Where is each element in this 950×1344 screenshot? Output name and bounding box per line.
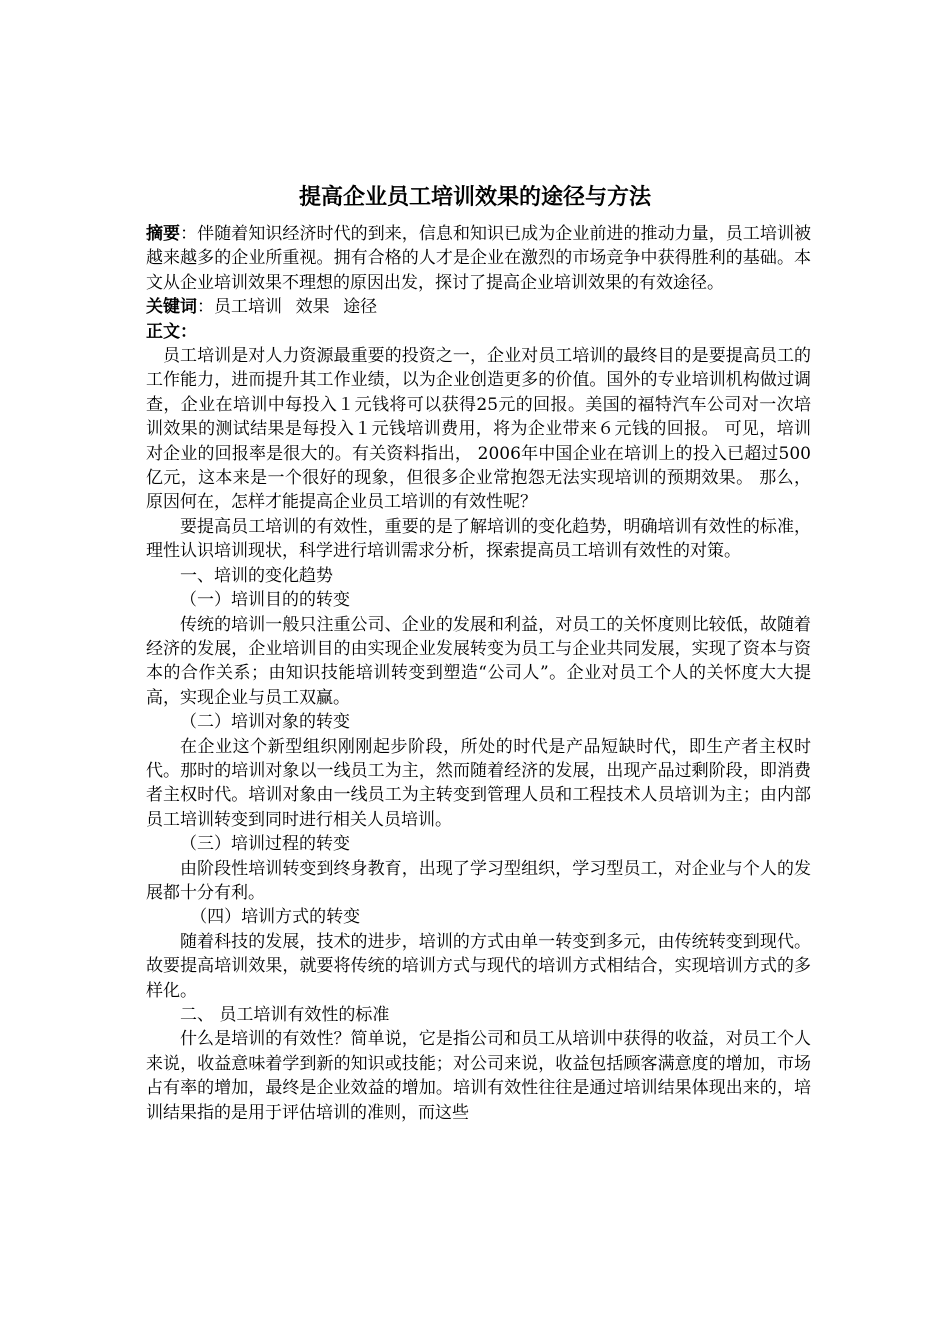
- subsection-heading: （四）培训方式的转变: [190, 907, 361, 928]
- abstract-text: ：伴随着知识经济时代的到来，信息和知识已成为企业前进的推动力量，员工培训被越来越多的企业所重视。拥有合格的人才是企业在激烈的市场竞争中获得胜利的基础。本文从企业培训效果不理想的原因出发，探讨了提高企业培训效果的有效途径。: [146, 224, 812, 293]
- paragraph: 在企业这个新型组织刚刚起步阶段，所处的时代是产品短缺时代，即生产者主权时代。那时的培训对象以一线员工为主，然而随着经济的发展，出现产品过剩阶段，即消费者主权时代。培训对象由一线员工为主转变到管理人员和工程技术人员培训为主；由内部员工培训转变到同时进行相关人员培训。: [146, 736, 811, 830]
- subsection-heading: （一）培训目的的转变: [180, 590, 350, 611]
- abstract-label: 摘要: [146, 224, 181, 244]
- section-heading: 一、培训的变化趋势: [180, 565, 333, 586]
- keywords-label: 关键词: [146, 297, 197, 318]
- paragraph: 要提高员工培训的有效性，重要的是了解培训的变化趋势，明确培训有效性的标准，理性认识培训现状，科学进行培训需求分析，探索提高员工培训有效性的对策。: [146, 516, 811, 562]
- keywords: [146, 295, 811, 319]
- keyword: 效果: [295, 297, 330, 318]
- subsection-heading: （二）培训对象的转变: [180, 712, 350, 733]
- keyword: 途径: [343, 297, 378, 318]
- document-title: 提高企业员工培训效果的途径与方法: [298, 185, 651, 210]
- body-label: 正文：: [146, 321, 197, 342]
- section-heading: 二、 员工培训有效性的标准: [180, 1005, 390, 1025]
- paragraph: 员工培训是对人力资源最重要的投资之一，企业对员工培训的最终目的是要提高员工的工作能力，进而提升其工作业绩，以为企业创造更多的价值。国外的专业培训机构做过调查，企业在培训中每投入１元钱将可以获得25元的回报。美国的福特汽车公司对一次培训效果的测试结果是每投入１元钱培训费用，将为企业带来６元钱的回报。 可见，培训对企业的回报率是很大的。有关资料指出， 2006年中国企业在培训上的投入已超过500亿元，这本来是一个很好的现象，但很多企业常抱怨无法实现培训的预期效果。 那么，原因何在，怎样才能提高企业员工培训的有效性呢？: [146, 346, 811, 513]
- paragraph: 什么是培训的有效性？简单说，它是指公司和员工从培训中获得的收益，对员工个人来说，收益意味着学到新的知识或技能；对公司来说，收益包括顾客满意度的增加，市场占有率的增加，最终是企业效益的增加。培训有效性往往是通过培训结果体现出来的，培训结果指的是用于评估培训的准则，而这些: [146, 1029, 811, 1123]
- paragraph: 传统的培训一般只注重公司、企业的发展和利益，对员工的关怀度则比较低，故随着经济的发展，企业培训目的由实现企业发展转变为员工与企业共同发展，实现了资本与资本的合作关系；由知识技能培训转变到塑造“公司人”。企业对员工个人的关怀度大大提高，实现企业与员工双赢。: [146, 614, 811, 708]
- keywords-separator: ：: [197, 297, 214, 318]
- subsection-heading: （三）培训过程的转变: [180, 834, 350, 855]
- paragraph: 由阶段性培训转变到终身教育，出现了学习型组织，学习型员工，对企业与个人的发展都十分有利。: [146, 858, 811, 903]
- paragraph: 随着科技的发展，技术的进步，培训的方式由单一转变到多元，由传统转变到现代。故要提高培训效果，就要将传统的培训方式与现代的培训方式相结合，实现培训方式的多样化。: [146, 931, 811, 1001]
- abstract: [146, 222, 811, 295]
- keyword: 员工培训: [214, 297, 282, 318]
- document-body: [146, 222, 811, 1125]
